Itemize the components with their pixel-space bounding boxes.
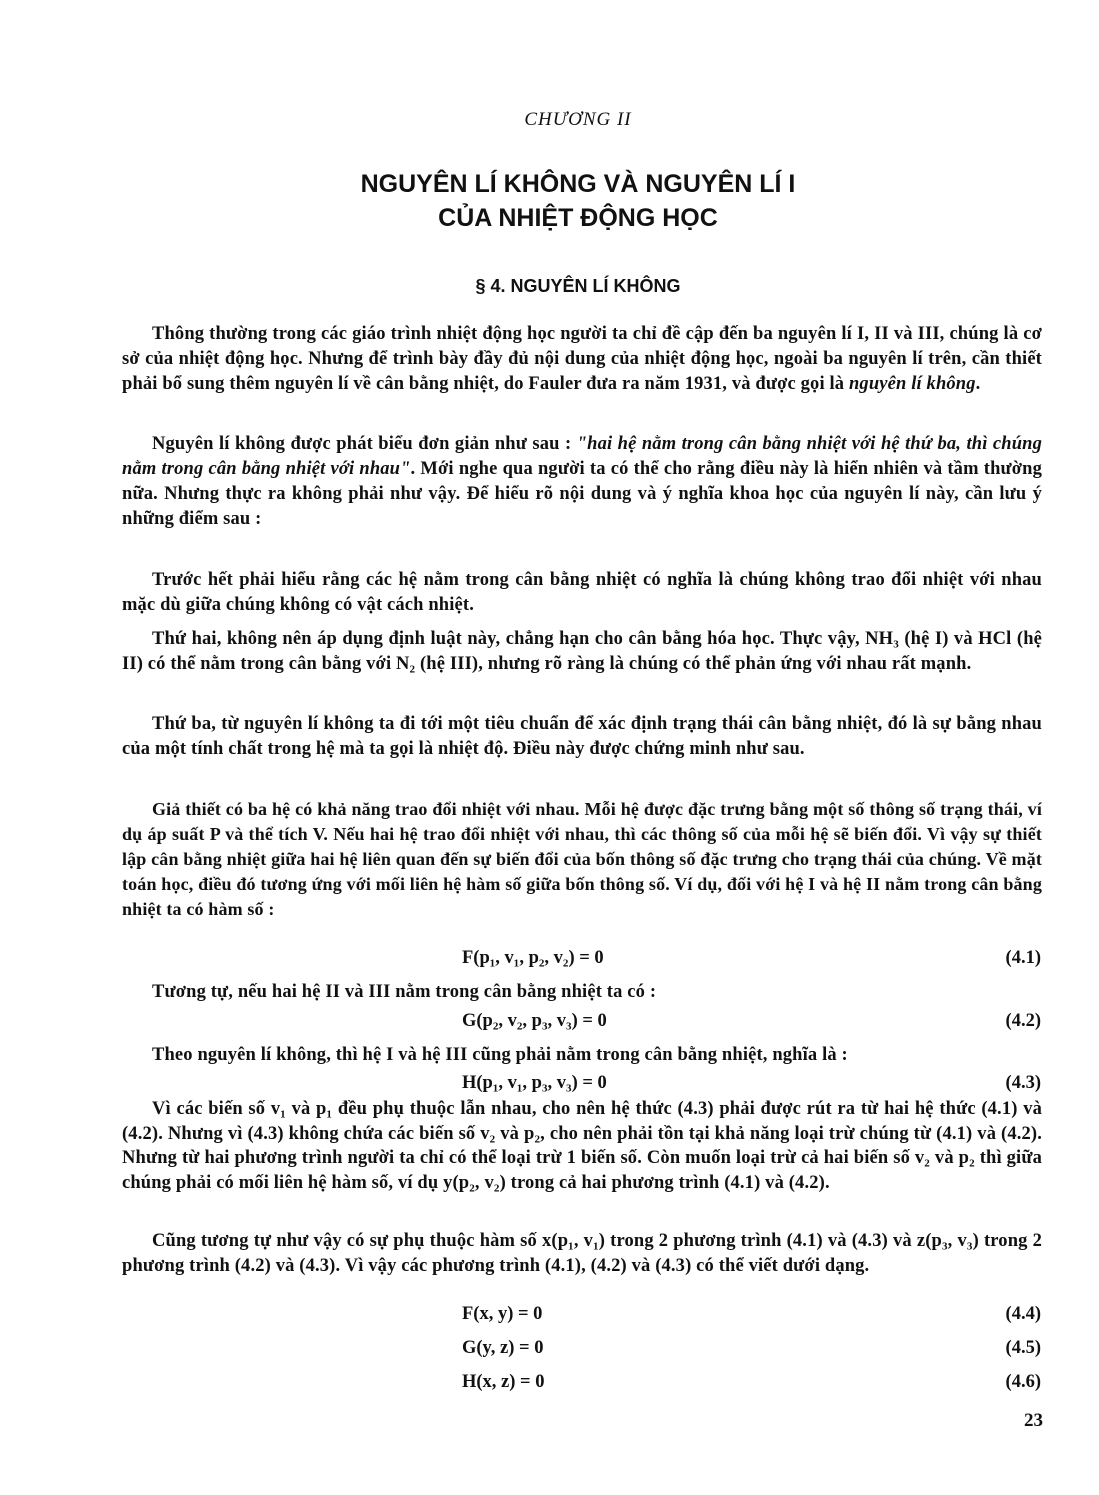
chapter-label: CHƯƠNG II — [524, 109, 632, 130]
paragraph-10: Cũng tương tự như vậy có sự phụ thuộc hàm số x(p₁, v₁) trong 2 phương trình (4.1) và (4.3) và z(p₃, v₃) trong 2 phương trình (4.2) và (4.3). Vì vậy các phương trình (4.1), (4.2) và (4.3) có thể viết dưới dạng. — [122, 1231, 1042, 1276]
chapter-title-line-2: CỦA NHIỆT ĐỘNG HỌC — [438, 204, 718, 232]
paragraph-5: Thứ ba, từ nguyên lí không ta đi tới một tiêu chuẩn để xác định trạng thái cân bằng nhiệt, đó là sự bằng nhau của một tính chất trong hệ mà ta gọi là nhiệt độ. Điều này được chứng minh như sau. — [122, 714, 1042, 759]
paragraph-8: Theo nguyên lí không, thì hệ I và hệ III cũng phải nằm trong cân bằng nhiệt, nghĩa là : — [152, 1045, 848, 1065]
equation-4-5: G(y, z) = 0 — [462, 1338, 544, 1358]
equation-4-3: H(p₁, v₁, p₃, v₃) = 0 — [462, 1073, 607, 1093]
paragraph-6: Giả thiết có ba hệ có khả năng trao đổi nhiệt với nhau. Mỗi hệ được đặc trưng bằng một số thông số trạng thái, ví dụ áp suất P và thể tích V. Nếu hai hệ trao đổi nhiệt với nhau, thì các thông số của mỗi hệ sẽ biến đổi. Vì vậy sự thiết lập cân bằng nhiệt giữa hai hệ liên quan đến sự biến đổi của bốn thông số đặc trưng cho trạng thái của chúng. Về mặt toán học, điều đó tương ứng với mối liên hệ hàm số giữa bốn thông số. Ví dụ, đối với hệ I và hệ II nằm trong cân bằng nhiệt ta có hàm số : — [122, 799, 1042, 919]
equation-number: (4.3) — [1005, 1073, 1041, 1093]
paragraph-9: Vì các biến số v₁ và p₁ đều phụ thuộc lẫn nhau, cho nên hệ thức (4.3) phải được rút ra từ hai hệ thức (4.1) và (4.2). Nhưng vì (4.3) không chứa các biến số v₂ và p₂, cho nên phải tồn tại khả năng loại trừ chúng từ (4.1) và (4.2). Nhưng từ hai phương trình người ta chỉ có thể loại trừ 1 biến số. Còn muốn loại trừ cả hai biến số v₂ và p₂ thì giữa chúng phải có mối liên hệ hàm số, ví dụ y(p₂, v₂) trong cả hai phương trình (4.1) và (4.2). — [122, 1099, 1042, 1193]
equation-4-2: G(p₂, v₂, p₃, v₃) = 0 — [462, 1011, 607, 1031]
section-heading: § 4. NGUYÊN LÍ KHÔNG — [475, 276, 681, 296]
paragraph-7: Tương tự, nếu hai hệ II và III nằm trong cân bằng nhiệt ta có : — [152, 982, 657, 1002]
chapter-title-line-1: NGUYÊN LÍ KHÔNG VÀ NGUYÊN LÍ I — [360, 170, 796, 198]
equation-4-6: H(x, z) = 0 — [462, 1372, 545, 1392]
italic-term: nguyên lí không — [848, 374, 976, 394]
text: . — [975, 374, 981, 394]
equation-number: (4.1) — [1005, 948, 1041, 968]
text: . Mới nghe qua người ta có thể cho rằng điều này là hiển nhiên và tầm thường nữa. Nhưng thực ra không phải như vậy. Để hiểu rõ nội dung và ý nghĩa khoa học của nguyên lí này, cần lưu ý những điểm sau : — [122, 459, 1042, 529]
equation-number: (4.6) — [1005, 1372, 1041, 1392]
paragraph-2 — [122, 432, 1042, 532]
equation-4-1: F(p₁, v₁, p₂, v₂) = 0 — [462, 948, 604, 968]
equation-number: (4.4) — [1005, 1304, 1041, 1324]
equation-number: (4.5) — [1005, 1338, 1041, 1358]
page-number: 23 — [1024, 1410, 1043, 1431]
italic-quote: "hai hệ nằm trong cân bằng nhiệt với hệ thứ ba, thì chúng nằm trong cân bằng nhiệt với nhau" — [122, 434, 1042, 479]
text: Nguyên lí không được phát biểu đơn giản như sau : — [152, 434, 577, 454]
equation-number: (4.2) — [1005, 1011, 1041, 1031]
equation-4-4: F(x, y) = 0 — [462, 1304, 543, 1324]
paragraph-1 — [122, 322, 1042, 397]
paragraph-4: Thứ hai, không nên áp dụng định luật này, chẳng hạn cho cân bằng hóa học. Thực vậy, NH₃ (hệ I) và HCl (hệ II) có thể nằm trong cân bằng với N₂ (hệ III), nhưng rõ ràng là chúng có thể phản ứng với nhau rất mạnh. — [122, 629, 1042, 674]
text: Thông thường trong các giáo trình nhiệt động học người ta chỉ đề cập đến ba nguyên lí I, II và III, chúng là cơ sở của nhiệt động học. Nhưng để trình bày đầy đủ nội dung của nhiệt động học, ngoài ba nguyên lí trên, cần thiết phải bổ sung thêm nguyên lí về cân bằng nhiệt, do Fauler đưa ra năm 1931, và được gọi là — [122, 324, 1042, 394]
paragraph-3: Trước hết phải hiểu rằng các hệ nằm trong cân bằng nhiệt có nghĩa là chúng không trao đổi nhiệt với nhau mặc dù giữa chúng không có vật cách nhiệt. — [122, 570, 1042, 615]
